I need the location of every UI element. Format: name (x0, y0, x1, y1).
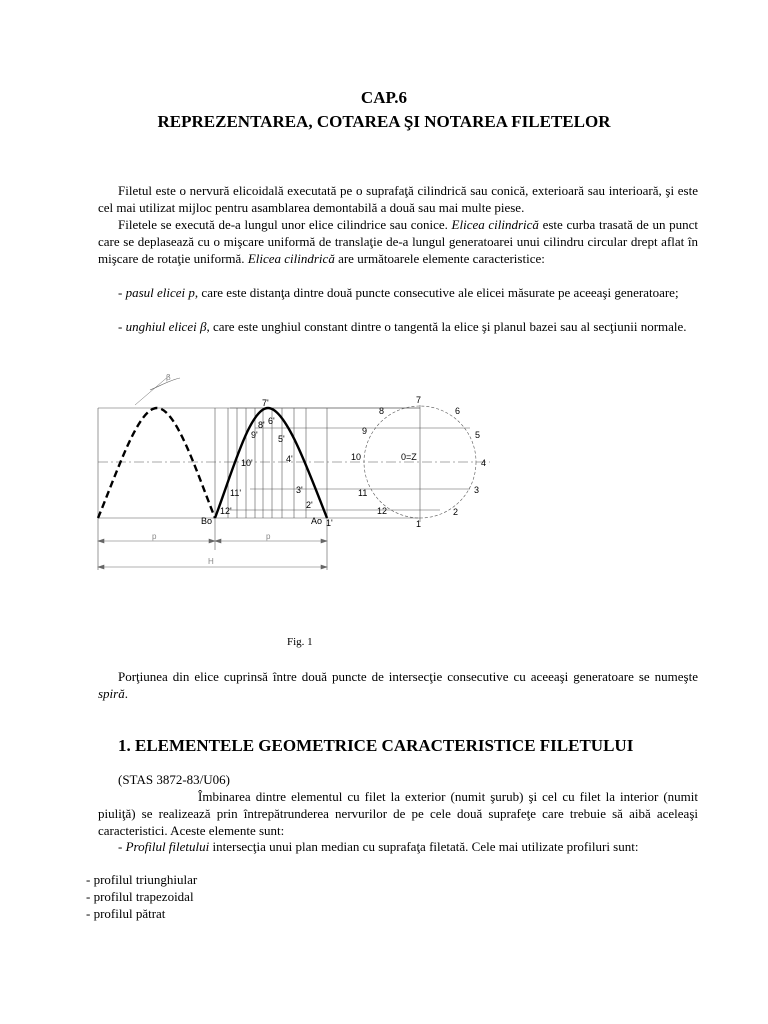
label-12p: 12' (220, 506, 232, 516)
label-2: 2 (453, 507, 459, 517)
label-12: 12 (377, 506, 388, 516)
chapter-title: REPREZENTAREA, COTAREA ŞI NOTAREA FILETELOR (157, 112, 611, 131)
intro-paragraph-2: Filetele se execută de-a lungul unor elice cilindrice sau conice. Elicea cilindrică este curba trasată de un punct care se deplasează cu o mişcare uniformă de translaţie de-a lungul generatoarei unui cilindru circular drept aflat în mişcare de rotaţie uniformă. Elicea cilindrică are următoarele elemente caracteristice: (98, 217, 698, 266)
section-paragraph-1: Îmbinarea dintre elementul cu filet la exterior (numit şurub) şi cel cu filet la interior (numit piuliţă) se realizează prin întrepătrunderea nervurilor de pe cele două suprafeţe care trebuie să aibă aceleaşi caracteristici. Aceste elemente sunt: (98, 789, 698, 838)
label-6: 6 (455, 406, 461, 416)
term-elicea-cilindrica: Elicea cilindrică (451, 217, 539, 232)
label-bo: Bo (201, 516, 213, 526)
section-title: 1. ELEMENTELE GEOMETRICE CARACTERISTICE FILETULUI (118, 736, 634, 755)
label-10: 10 (351, 452, 362, 462)
chapter-number: CAP.6 (360, 88, 408, 107)
bullet-pasul-elicei: - pasul elicei p, care este distanţa dintre două puncte consecutive ale elicei măsurate pe aceeaşi generatoare; (118, 285, 679, 300)
label-9p: 9' (251, 430, 258, 440)
term-elicea-cilindrica-2: Elicea cilindrică (247, 251, 335, 266)
label-2p: 2' (306, 500, 313, 510)
label-7: 7 (416, 395, 422, 405)
list-item-triunghiular: - profilul triunghiular (86, 872, 198, 887)
dim-h: H (208, 557, 214, 566)
label-9: 9 (362, 426, 368, 436)
label-8: 8 (379, 406, 385, 416)
label-1: 1 (416, 519, 422, 529)
label-6p: 6' (268, 416, 275, 426)
label-8p: 8' (258, 420, 265, 430)
term-spira: spiră (98, 686, 125, 701)
dim-p-right: p (266, 532, 271, 541)
label-1p: 1' (326, 518, 333, 528)
label-7p: 7' (262, 398, 269, 408)
label-center: 0=Z (401, 452, 417, 462)
label-5p: 5' (278, 434, 285, 444)
label-11: 11 (358, 488, 368, 498)
figure-caption: Fig. 1 (287, 636, 313, 648)
label-11p: 11' (230, 488, 242, 498)
label-3: 3 (474, 485, 480, 495)
bullet-unghiul-elicei: - unghiul elicei β, care este unghiul constant dintre o tangentă la elice şi planul bazei sau al secţiunii normale. (118, 319, 687, 334)
helix-figure (90, 370, 510, 575)
helix-hidden-part (98, 408, 215, 518)
dim-p-left: p (152, 532, 157, 541)
label-4: 4 (481, 458, 487, 468)
stas-reference: (STAS 3872-83/U06) (118, 772, 230, 787)
list-item-trapezoidal: - profilul trapezoidal (86, 889, 194, 904)
label-4p: 4' (286, 454, 293, 464)
construction-lines (98, 405, 470, 570)
label-10p: 10' (241, 458, 253, 468)
spira-paragraph: Porţiunea din elice cuprinsă între două puncte de intersecţie consecutive cu aceeaşi generatoare se numeşte spiră. (98, 669, 698, 701)
label-ao: Ao (311, 516, 323, 526)
list-item-patrat: - profilul pătrat (86, 906, 166, 921)
label-5: 5 (475, 430, 481, 440)
beta-label: β (166, 373, 171, 382)
intro-paragraph-1: Filetul este o nervură elicoidală executată pe o suprafaţă cilindrică sau conică, exterioară sau interioară, şi este cel mai utilizat mijloc pentru asamblarea demontabilă a două sau mai multe piese. (98, 183, 698, 215)
label-3p: 3' (296, 485, 303, 495)
bullet-profilul-filetului: - Profilul filetului intersecţia unui plan median cu suprafaţa filetată. Cele mai utilizate profiluri sunt: (118, 839, 639, 854)
